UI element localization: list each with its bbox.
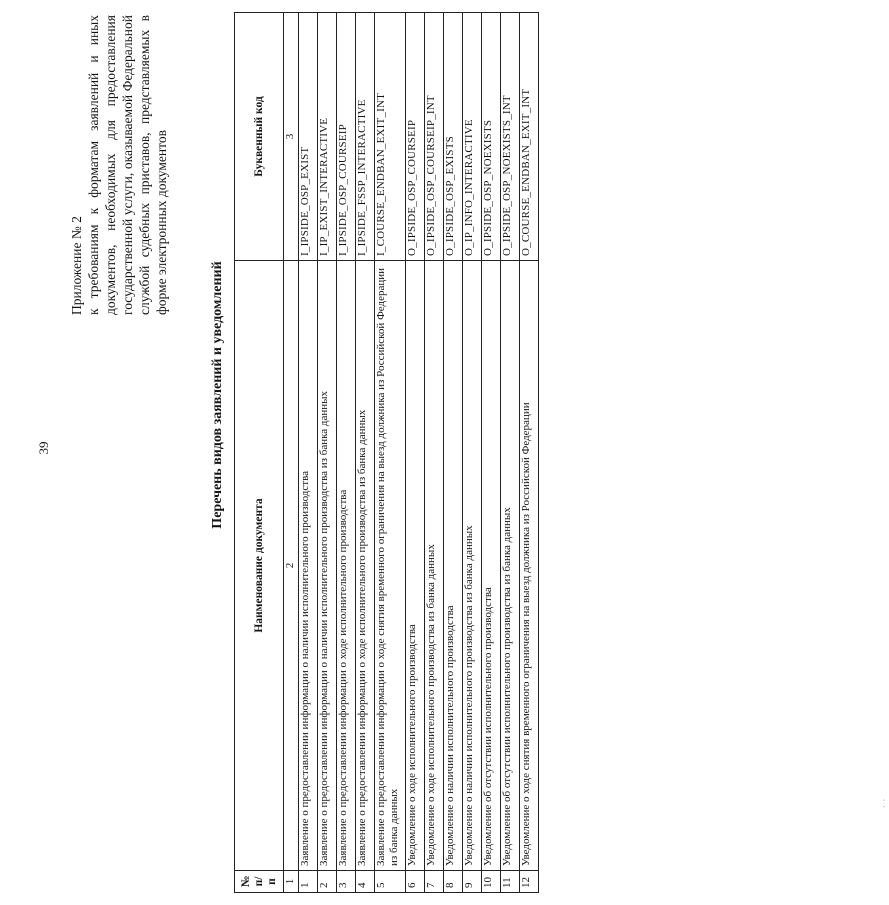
row-document-name: Заявление о предоставлении информации о ходе исполнительного производства [337, 261, 356, 871]
row-document-name: Уведомление о ходе исполнительного производства из банка данных [425, 261, 444, 871]
row-number: 11 [501, 871, 520, 893]
row-number: 9 [463, 871, 482, 893]
row-letter-code: O_IPSIDE_OSP_NOEXISTS [482, 13, 501, 261]
row-letter-code: O_IP_INFO_INTERACTIVE [463, 13, 482, 261]
row-letter-code: O_COURSE_ENDBAN_EXIT_INT [520, 13, 539, 261]
column-number: 3 [284, 13, 299, 261]
header-num: № п/п [235, 871, 284, 893]
row-number: 1 [299, 871, 318, 893]
table-row [337, 13, 356, 893]
table-row [356, 13, 375, 893]
table-row [425, 13, 444, 893]
row-letter-code: I_IPSIDE_OSP_COURSEIP [337, 13, 356, 261]
row-number: 12 [520, 871, 539, 893]
row-document-name: Уведомление о ходе исполнительного производства [406, 261, 425, 871]
row-letter-code: I_IP_EXIST_INTERACTIVE [318, 13, 337, 261]
row-document-name: Заявление о предоставлении информации о наличии исполнительного производства [299, 261, 318, 871]
table-row [501, 13, 520, 893]
row-document-name: Уведомление о наличии исполнительного производства [444, 261, 463, 871]
row-letter-code: I_COURSE_ENDBAN_EXIT_INT [375, 13, 406, 261]
row-number: 8 [444, 871, 463, 893]
row-letter-code: O_IPSIDE_OSP_EXISTS [444, 13, 463, 261]
column-number: 2 [284, 261, 299, 871]
row-number: 6 [406, 871, 425, 893]
row-letter-code: O_IPSIDE_OSP_NOEXISTS_INT [501, 13, 520, 261]
row-letter-code: O_IPSIDE_OSP_COURSEIP_INT [425, 13, 444, 261]
list-title: Перечень видов заявлений и уведомлений [210, 261, 225, 529]
document-types-table [234, 12, 539, 893]
row-letter-code: I_IPSIDE_FSSP_INTERACTIVE [356, 13, 375, 261]
row-number: 3 [337, 871, 356, 893]
table-row [444, 13, 463, 893]
row-document-name: Заявление о предоставлении информации о наличии исполнительного производства из банка данных [318, 261, 337, 871]
table-row [482, 13, 501, 893]
row-document-name: Заявление о предоставлении информации о ходе исполнительного производства из банка данных [356, 261, 375, 871]
table-header-row [235, 13, 284, 893]
table-row [520, 13, 539, 893]
row-number: 7 [425, 871, 444, 893]
row-document-name: Уведомление об отсутствии исполнительного производства [482, 261, 501, 871]
column-number: 1 [284, 871, 299, 893]
annex-block [68, 15, 170, 315]
row-document-name: Уведомление о ходе снятия временного ограничения на выезд должника из Российской Федерации [520, 261, 539, 871]
row-document-name: Заявление о предоставлении информации о ходе снятия временного ограничения на выезд должника из Российской Федерации из банка данных [375, 261, 406, 871]
row-number: 10 [482, 871, 501, 893]
column-number-row [284, 13, 299, 893]
annex-body: к требованиям к форматам заявлений и иных документов, необходимых для предоставления государственной услуги, оказываемой Федеральной службой судебных приставов, представляемых в форме электронных документов [86, 15, 169, 315]
row-number: 4 [356, 871, 375, 893]
scan-speck: · · [880, 797, 889, 808]
row-letter-code: O_IPSIDE_OSP_COURSEIP [406, 13, 425, 261]
header-code: Буквенный код [235, 13, 284, 261]
row-letter-code: I_IPSIDE_OSP_EXIST [299, 13, 318, 261]
page-number: 39 [36, 441, 51, 455]
table-row [299, 13, 318, 893]
row-number: 5 [375, 871, 406, 893]
table-row [406, 13, 425, 893]
table-row [375, 13, 406, 893]
row-number: 2 [318, 871, 337, 893]
row-document-name: Уведомление об отсутствии исполнительного производства из банка данных [501, 261, 520, 871]
table-row [463, 13, 482, 893]
header-name: Наименование документа [235, 261, 284, 871]
table-row [318, 13, 337, 893]
annex-title: Приложение № 2 [69, 216, 84, 315]
row-document-name: Уведомление о наличии исполнительного производства из банка данных [463, 261, 482, 871]
